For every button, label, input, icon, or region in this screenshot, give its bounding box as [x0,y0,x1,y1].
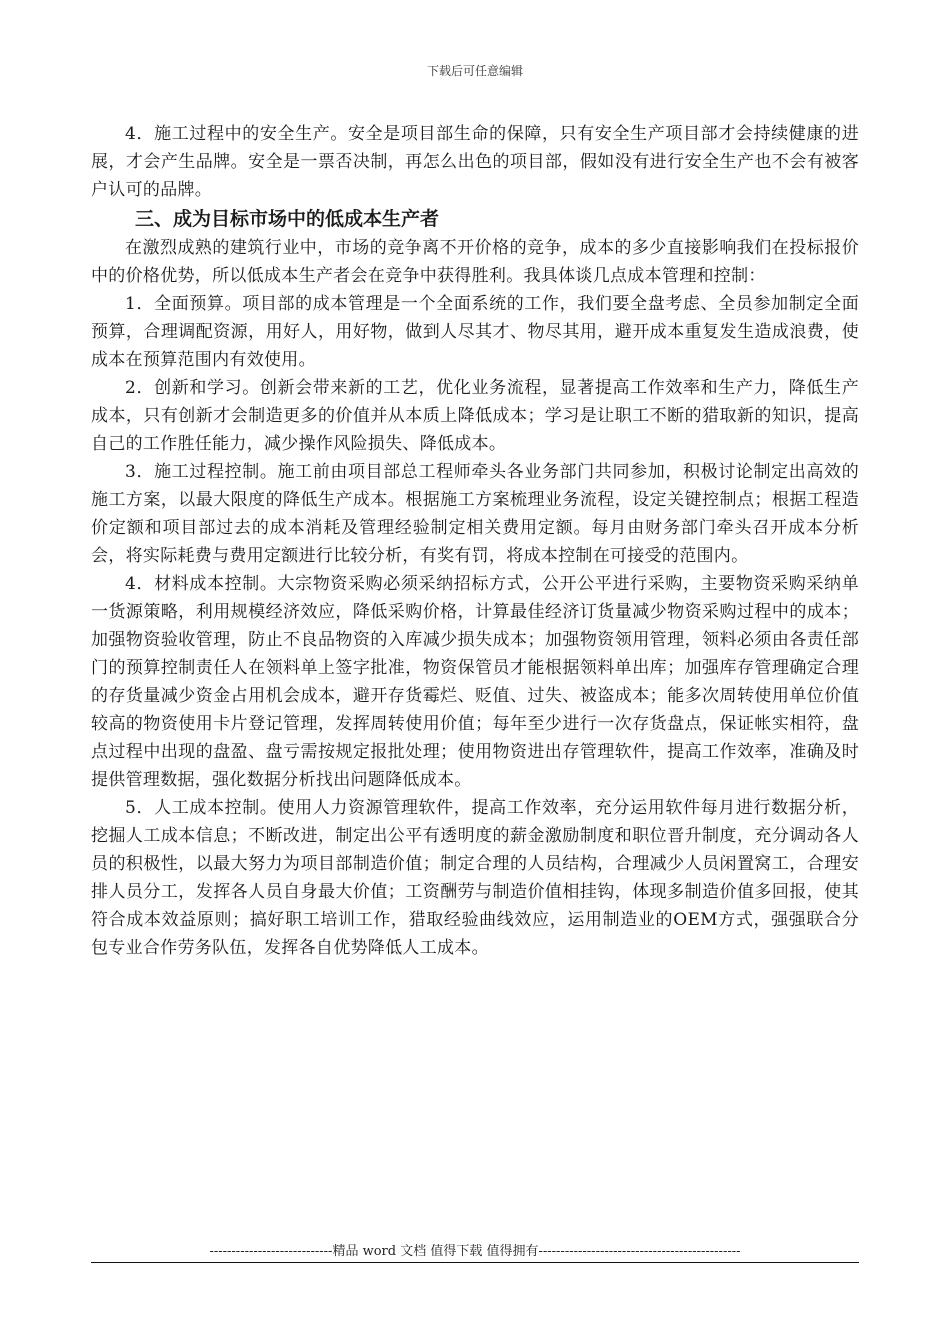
paragraph-process-control: 3．施工过程控制。施工前由项目部总工程师牵头各业务部门共同参加，积极讨论制定出高效的施工方案，以最大限度的降低生产成本。根据施工方案梳理业务流程，设定关键控制点；根据工程造价定额和项目部过去的成本消耗及管理经验制定相关费用定额。每月由财务部门牵头召开成本分析会，将实际耗费与费用定额进行比较分析，有奖有罚，将成本控制在可接受的范围内。 [91,462,859,566]
paragraph-safety: 4．施工过程中的安全生产。安全是项目部生命的保障，只有安全生产项目部才会持续健康的进展，才会产生品牌。安全是一票否决制，再怎么出色的项目部，假如没有进行安全生产也不会有被客户认可的品牌。 [91,124,859,200]
page-footer: ----------------------------精品 word 文档 值得下载 值得拥有---------------------------------------------- [209,1244,741,1259]
paragraph-material-cost: 4．材料成本控制。大宗物资采购必须采纳招标方式，公开公平进行采购，主要物资采购采纳单一货源策略，利用规模经济效应，降低采购价格，计算最佳经济订货量减少物资采购过程中的成本；加强物资验收管理，防止不良品物资的入库减少损失成本；加强物资领用管理，领料必须由各责任部门的预算控制责任人在领料单上签字批准，物资保管员才能根据领料单出库；加强库存管理确定合理的存货量减少资金占用机会成本，避开存货霉烂、贬值、过失、被盗成本；能多次周转使用单位价值较高的物资使用卡片登记管理，发挥周转使用价值；每年至少进行一次存货盘点，保证帐实相符，盘点过程中出现的盘盈、盘亏需按规定报批处理；使用物资进出存管理软件，提高工作效率，准确及时提供管理数据，强化数据分析找出问题降低成本。 [91,574,859,790]
paragraph-labor-cost: 5．人工成本控制。使用人力资源管理软件，提高工作效率，充分运用软件每月进行数据分析，挖掘人工成本信息；不断改进，制定出公平有透明度的薪金激励制度和职位晋升制度，充分调动各人员的积极性，以最大努力为项目部制造价值；制定合理的人员结构，合理减少人员闲置窝工，合理安排人员分工，发挥各人员自身最大价值；工资酬劳与制造价值相挂钩，体现多制造价值多回报，使其符合成本效益原则；搞好职工培训工作，猎取经验曲线效应，运用制造业的OEM方式，强强联合分包专业合作劳务队伍，发挥各自优势降低人工成本。 [91,798,859,958]
paragraph-innovation: 2．创新和学习。创新会带来新的工艺，优化业务流程，显著提高工作效率和生产力，降低生产成本，只有创新才会制造更多的价值并从本质上降低成本；学习是让职工不断的猎取新的知识，提高自己的工作胜任能力，减少操作风险损失、降低成本。 [91,378,859,454]
section-heading: 三、成为目标市场中的低成本生产者 [135,208,440,230]
document-body [91,120,859,962]
footer-divider [91,1262,859,1263]
page-header: 下载后可任意编辑 [426,64,523,78]
paragraph-budget: 1．全面预算。项目部的成本管理是一个全面系统的工作，我们要全盘考虑、全员参加制定全面预算，合理调配资源，用好人，用好物，做到人尽其才、物尽其用，避开成本重复发生造成浪费，使成本在预算范围内有效使用。 [91,294,859,370]
paragraph-intro: 在激烈成熟的建筑行业中，市场的竞争离不开价格的竞争，成本的多少直接影响我们在投标报价中的价格优势，所以低成本生产者会在竞争中获得胜利。我具体谈几点成本管理和控制： [91,238,859,286]
